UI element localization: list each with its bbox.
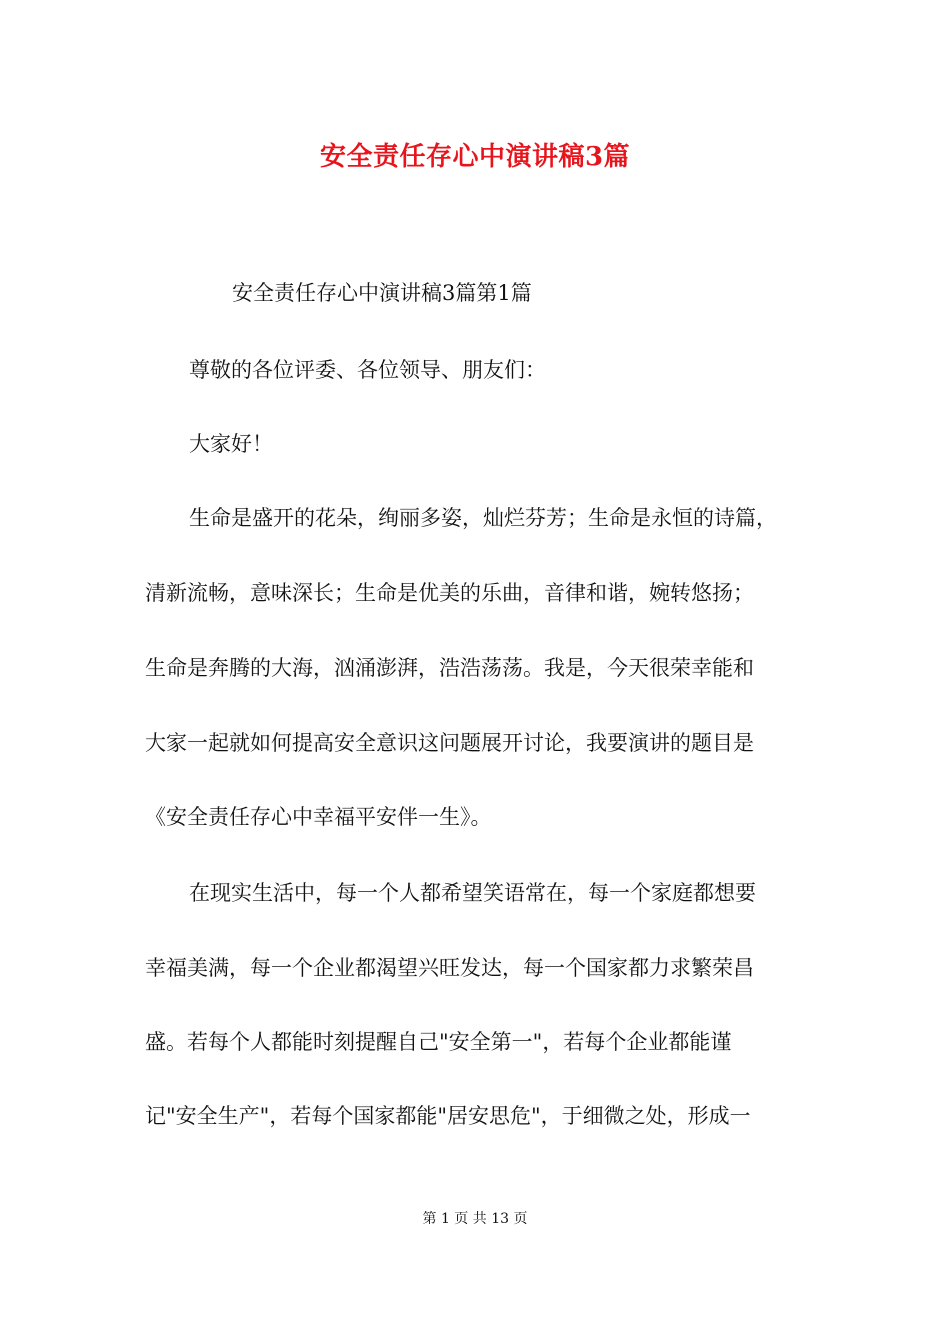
paragraph-line: 在现实生活中，每一个人都希望笑语常在，每一个家庭都想要 xyxy=(189,881,756,905)
paragraph-line: 清新流畅，意味深长；生命是优美的乐曲，音律和谐，婉转悠扬； xyxy=(145,581,754,605)
salutation-line: 尊敬的各位评委、各位领导、朋友们： xyxy=(189,358,546,382)
section-heading: 安全责任存心中演讲稿3篇第1篇 xyxy=(232,281,532,305)
paragraph-line: 幸福美满，每一个企业都渴望兴旺发达，每一个国家都力求繁荣昌 xyxy=(145,956,754,980)
paragraph-line: 大家一起就如何提高安全意识这问题展开讨论，我要演讲的题目是 xyxy=(145,731,754,755)
document-title: 安全责任存心中演讲稿3篇 xyxy=(319,142,631,172)
page-number-footer: 第 1 页 共 13 页 xyxy=(422,1211,528,1227)
paragraph-line: 生命是盛开的花朵，绚丽多姿，灿烂芬芳；生命是永恒的诗篇， xyxy=(189,506,777,530)
paragraph-line: 盛。若每个人都能时刻提醒自己"安全第一"，若每个企业都能谨 xyxy=(145,1030,732,1054)
greeting-line: 大家好！ xyxy=(189,432,273,456)
paragraph-line: 《安全责任存心中幸福平安伴一生》。 xyxy=(145,805,492,829)
paragraph-line: 生命是奔腾的大海，汹涌澎湃，浩浩荡荡。我是，今天很荣幸能和 xyxy=(145,656,754,680)
paragraph-line: 记"安全生产"，若每个国家都能"居安思危"，于细微之处，形成一 xyxy=(145,1104,751,1128)
